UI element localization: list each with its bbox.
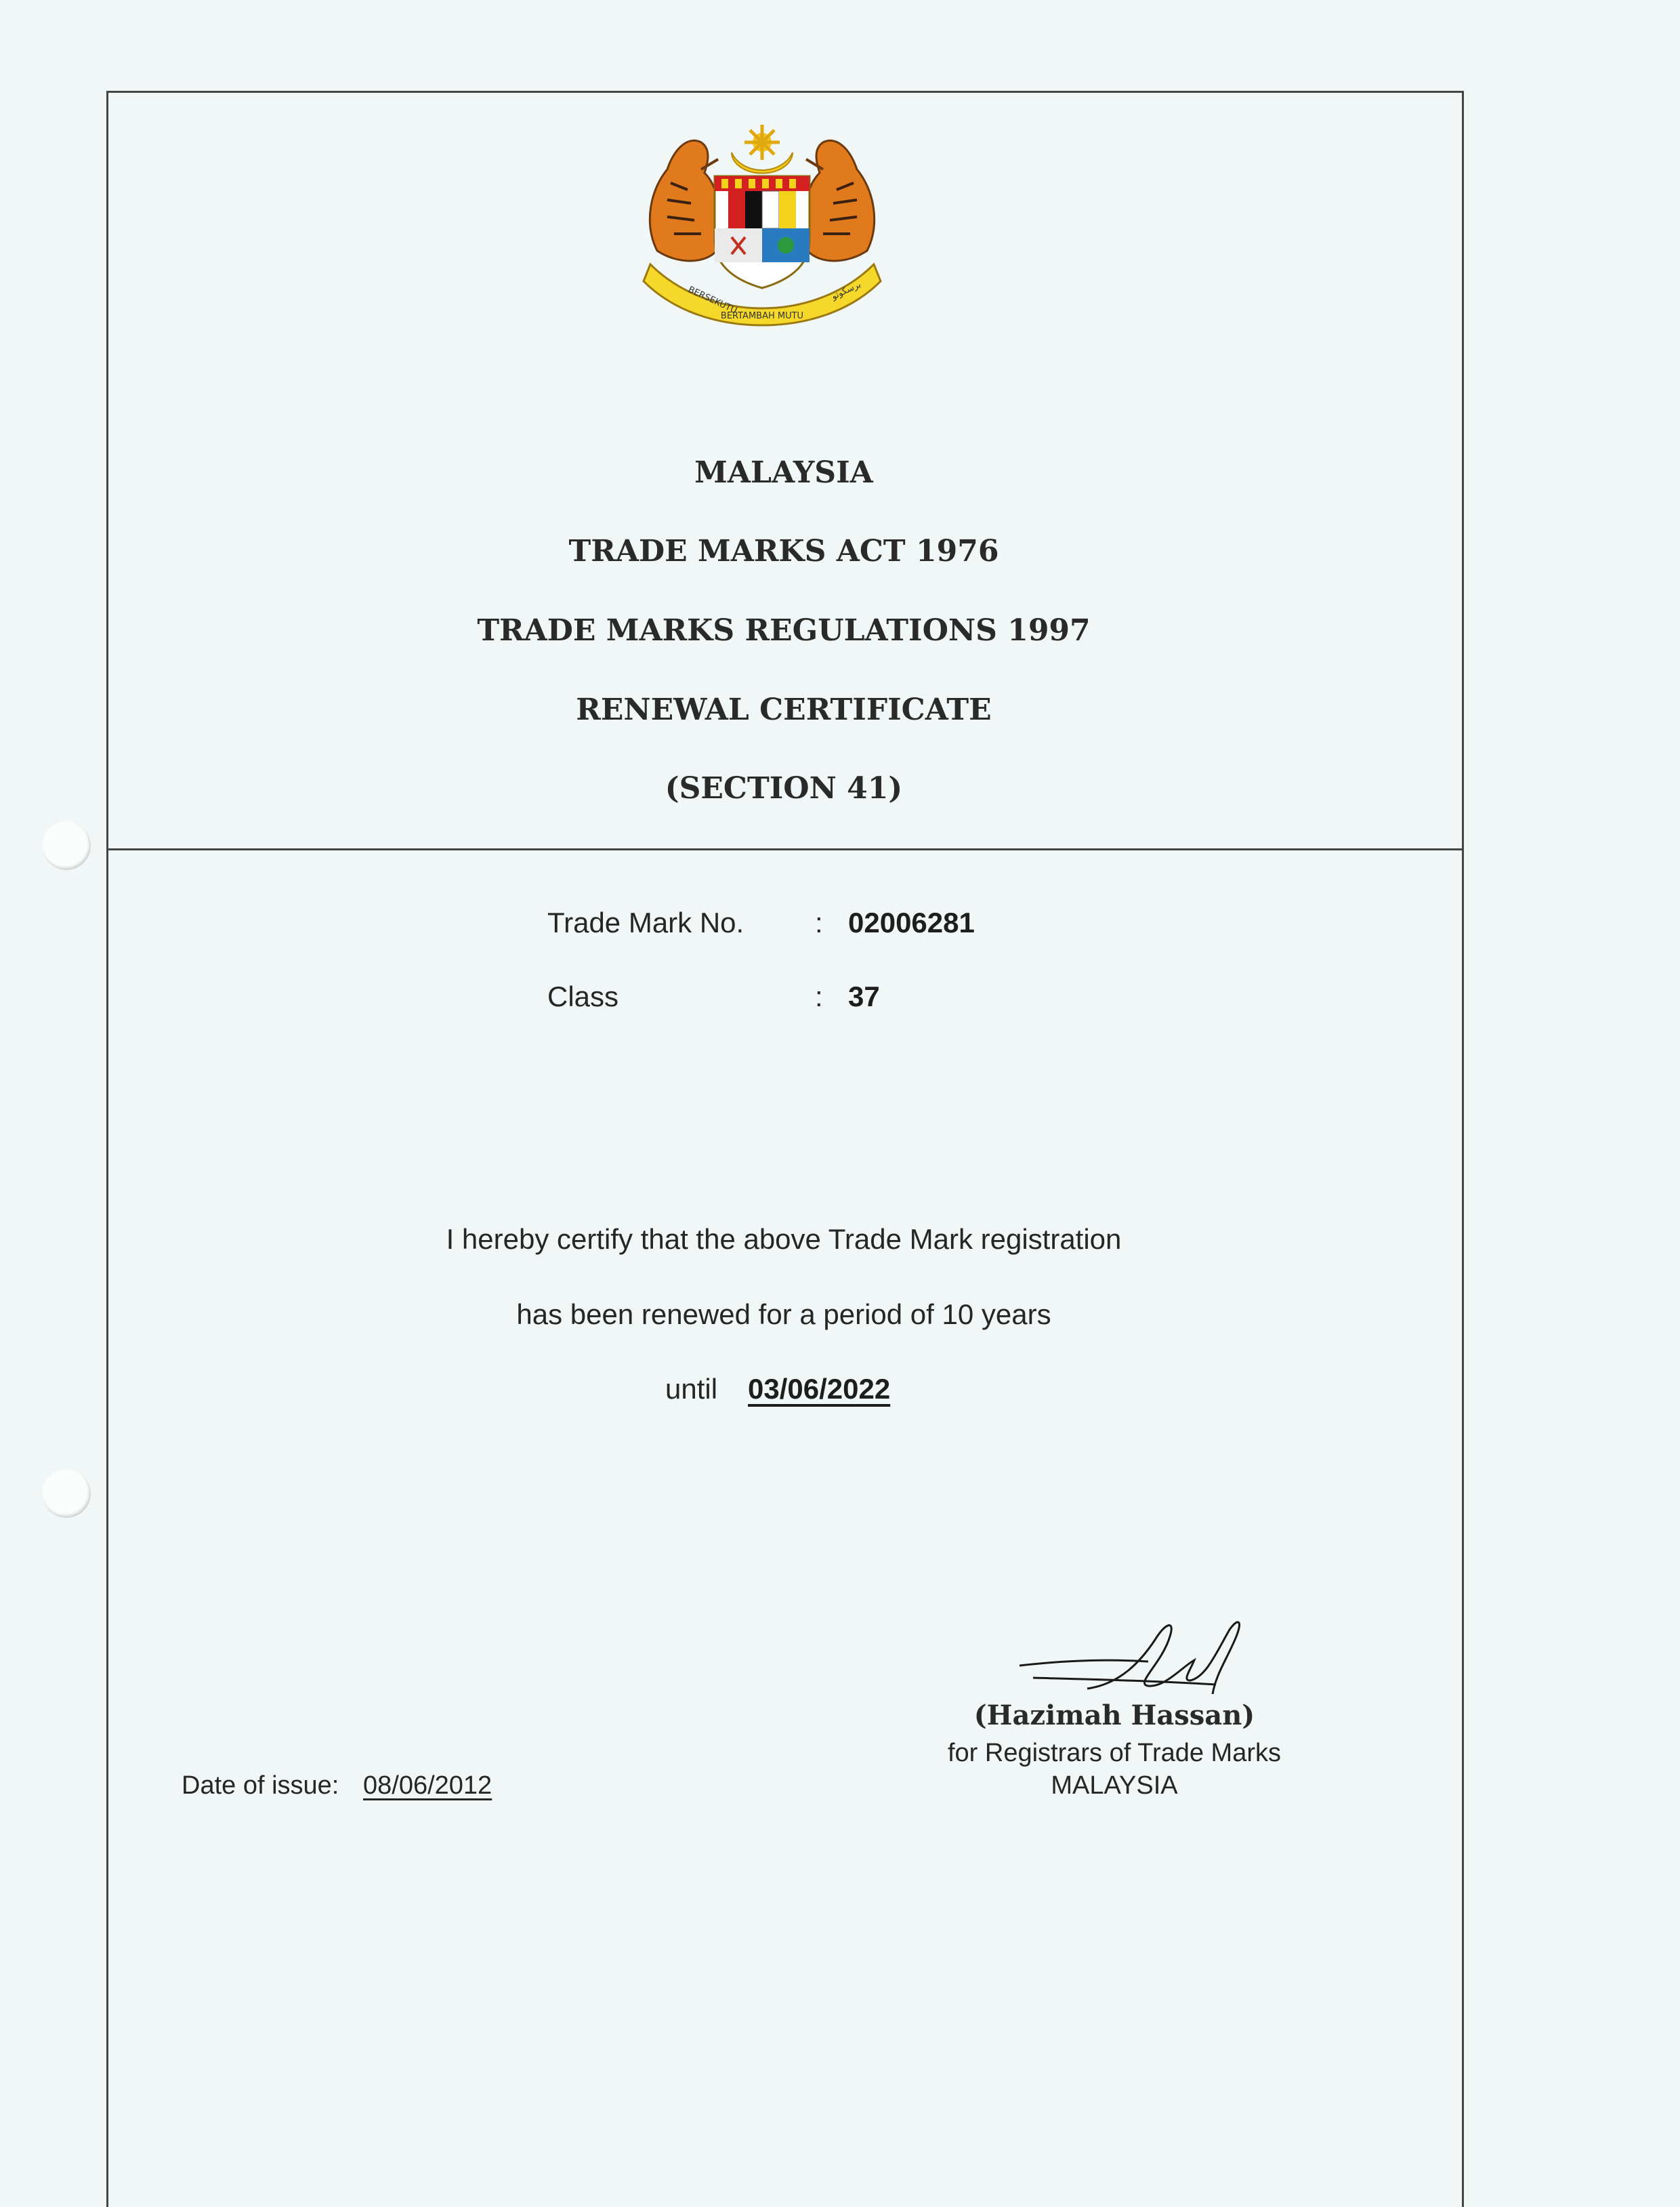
svg-text:ﺑﺮﺳﻜﻮﺗﻮ: ﺑﺮﺳﻜﻮﺗﻮ	[830, 279, 863, 302]
shield	[715, 176, 810, 288]
svg-text:BERSEKUTU: BERSEKUTU	[686, 285, 739, 316]
trade-mark-no-value: 02006281	[848, 907, 975, 939]
svg-text:BERTAMBAH MUTU: BERTAMBAH MUTU	[720, 311, 804, 321]
header-divider	[106, 848, 1464, 850]
signatory-name: (Hazimah Hassan)	[973, 1699, 1255, 1731]
federal-star	[744, 125, 780, 160]
tiger-left	[650, 140, 720, 261]
punch-hole-top	[42, 821, 91, 870]
trade-mark-no-label: Trade Mark No.	[547, 907, 744, 939]
signatory-role: for Registrars of Trade Marks	[947, 1739, 1282, 1767]
section-title: (SECTION 41)	[665, 771, 903, 806]
until-label: until	[665, 1373, 718, 1405]
class-separator: :	[815, 981, 823, 1012]
certificate-type-title: RENEWAL CERTIFICATE	[576, 693, 992, 727]
signatory-country: MALAYSIA	[1051, 1771, 1178, 1800]
certification-line-1: I hereby certify that the above Trade Mark registration	[446, 1223, 1122, 1255]
act-title: TRADE MARKS ACT 1976	[568, 534, 999, 569]
country-title: MALAYSIA	[694, 455, 873, 490]
certification-line-2: has been renewed for a period of 10 years	[516, 1298, 1051, 1330]
trade-mark-no-separator: :	[815, 907, 823, 939]
regulations-title: TRADE MARKS REGULATIONS 1997	[477, 613, 1091, 648]
punch-hole-bottom	[42, 1469, 91, 1518]
expiry-date: 03/06/2022	[748, 1373, 891, 1405]
class-value: 37	[848, 981, 880, 1012]
issue-date: 08/06/2012	[363, 1771, 492, 1800]
coat-of-arms-emblem	[637, 122, 887, 332]
issue-date-label: Date of issue:	[182, 1771, 339, 1800]
class-label: Class	[547, 981, 619, 1012]
tiger-right	[804, 140, 875, 261]
certificate-border	[106, 91, 1464, 2207]
